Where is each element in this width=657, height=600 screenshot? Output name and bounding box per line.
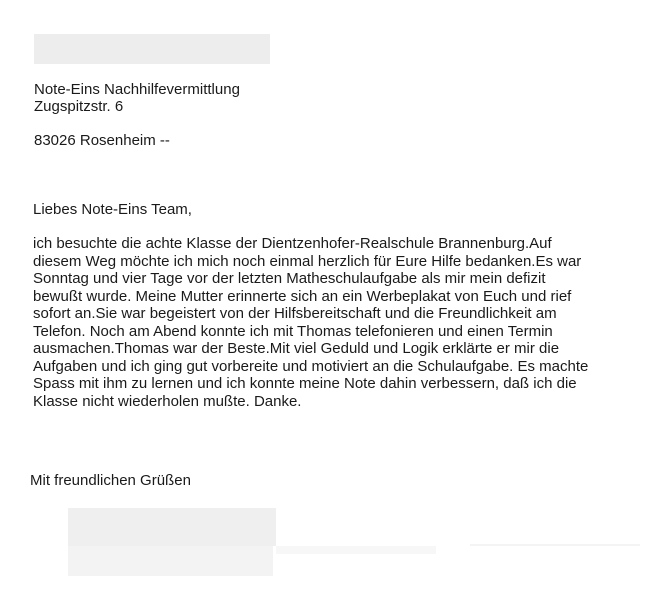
redacted-signature-name [68, 546, 273, 576]
body-line: Spass mit ihm zu lernen und ich konnte meine Note dahin verbessern, daß ich die [33, 375, 577, 392]
body-line: Aufgaben und ich ging gut vorbereite und motiviert an die Schulaufgabe. Es machte [33, 357, 589, 375]
body-line: Sonntag und vier Tage vor der letzten Matheschulaufgabe als mir mein defizit [33, 270, 546, 287]
body-line: bewußt wurde. Meine Mutter erinnerte sich an ein Werbeplakat von Euch und rief [33, 287, 572, 305]
recipient-street: Zugspitzstr. 6 [34, 98, 124, 115]
body-line: ich besuchte die achte Klasse der Dientzenhofer-Realschule Brannenburg.Auf [33, 235, 552, 252]
body-line: Klasse nicht wiederholen mußte. Danke. [33, 392, 302, 410]
closing: Mit freundlichen Grüßen [30, 472, 191, 489]
redacted-signature [68, 508, 276, 546]
body-line: Telefon. Noch am Abend konnte ich mit Thomas telefonieren und einen Termin [33, 322, 553, 340]
letter-body [33, 235, 588, 410]
body-line: sofort an.Sie war begeistert von der Hilfsbereitschaft und die Freundlichkeit am [33, 305, 557, 322]
redacted-signature-extra [276, 546, 436, 554]
recipient-name: Note-Eins Nachhilfevermittlung [34, 81, 240, 98]
scan-artifact-line [470, 544, 640, 546]
body-line: ausmachen.Thomas war der Beste.Mit viel Geduld und Logik erklärte er mir die [33, 340, 560, 357]
recipient-city: 83026 Rosenheim -- [34, 132, 170, 149]
salutation: Liebes Note-Eins Team, [33, 201, 192, 218]
body-line: diesem Weg möchte ich mich noch einmal herzlich für Eure Hilfe bedanken.Es war [33, 252, 582, 270]
redacted-sender-block [34, 34, 270, 64]
